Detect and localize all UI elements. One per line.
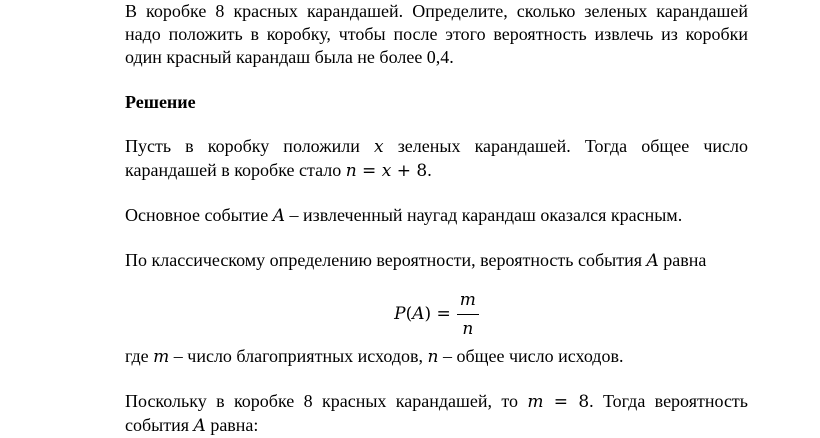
problem-line-3: один красный карандаш была не более 0,4. (125, 47, 454, 67)
fraction (457, 289, 479, 340)
solution-paragraph-1 (125, 135, 748, 183)
math-var-n: n (345, 161, 357, 181)
text: события (125, 415, 194, 435)
formula-lhs (394, 304, 451, 324)
text: – извлеченный наугад карандаш оказался красным. (284, 205, 683, 225)
math-var-n: n (427, 347, 439, 367)
problem-line-1: В коробке 8 красных карандашей. Определите, сколько зеленых карандашей (125, 1, 748, 21)
math-plus-eight: + 8 (391, 161, 428, 181)
math-var-m: m (527, 392, 544, 412)
text: Пусть в коробку положили (125, 136, 375, 156)
solution-paragraph-2 (125, 204, 748, 228)
text: – число благоприятных исходов, (169, 346, 428, 366)
math-var-A: A (193, 416, 206, 436)
text: . (427, 160, 432, 180)
fraction-bar (457, 314, 479, 315)
text: – общее число исходов. (438, 346, 624, 366)
fraction-numerator: m (459, 289, 476, 310)
text: где (125, 346, 154, 366)
math-var-A: A (272, 206, 285, 226)
solution-paragraph-4 (125, 345, 748, 369)
text: равна (658, 250, 707, 270)
problem-line-2: надо положить в коробку, чтобы после этого вероятность извлечь из коробки (125, 24, 748, 44)
math-var-m: m (153, 347, 170, 367)
paren-close-equals: ) = (424, 304, 451, 324)
document-page (125, 0, 748, 438)
text: Основное событие (125, 205, 273, 225)
text: зеленых карандашей. Тогда общее число (383, 136, 748, 156)
math-var-A: A (646, 251, 659, 271)
probability-formula (125, 283, 748, 345)
text: По классическому определению вероятности, вероятность события (125, 250, 647, 270)
text: . Тогда вероятность (589, 391, 749, 411)
problem-statement (125, 0, 748, 69)
math-var-x: x (374, 137, 384, 157)
math-var-P: P (394, 304, 406, 324)
math-var-x: x (381, 161, 392, 181)
math-equals: = (356, 161, 382, 181)
text: карандашей в коробке стало (125, 160, 346, 180)
solution-paragraph-5 (125, 390, 748, 438)
paren-open: ( (405, 304, 413, 324)
solution-paragraph-3 (125, 249, 748, 273)
fraction-denominator: n (462, 318, 474, 339)
solution-heading: Решение (125, 92, 196, 112)
math-var-A: A (412, 304, 425, 324)
text: Поскольку в коробке 8 красных карандашей, то (125, 391, 528, 411)
math-equals-eight: = 8 (543, 392, 590, 412)
text: равна: (205, 415, 259, 435)
